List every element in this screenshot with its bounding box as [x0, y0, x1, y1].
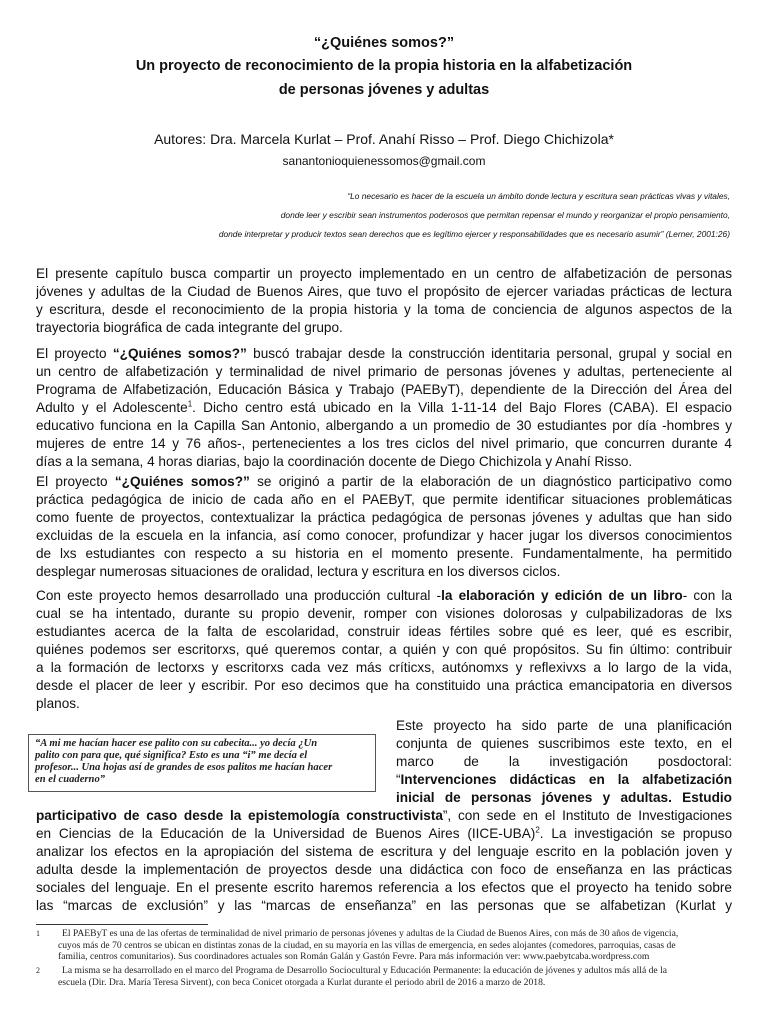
text-span: “	[396, 772, 401, 787]
research-title: participativo de caso desde la epistemología constructivista	[36, 808, 443, 823]
text-line: sociales del lenguaje. En el presente escrito haremos referencia a los efectos que el proyecto ha tenido sobre	[36, 880, 732, 895]
footnote-number: 1	[36, 929, 40, 938]
text-span: Adulto y el Adolescente	[36, 400, 188, 415]
authors-line: Autores: Dra. Marcela Kurlat – Prof. Anahí Risso – Prof. Diego Chichizola*	[154, 131, 614, 147]
text-span: El proyecto	[36, 474, 115, 489]
footnote-number: 2	[36, 966, 40, 975]
document-title: “¿Quiénes somos?”	[313, 35, 455, 51]
text-line: trayectoria biográfica de cada integrante del grupo.	[36, 320, 343, 335]
text-span: en Ciencias de la Educación de la Universidad de Buenos Aires (IICE-UBA)	[36, 826, 536, 841]
paragraph-research-context	[396, 717, 732, 807]
footnote-1	[36, 928, 732, 963]
footnote-text	[36, 965, 732, 988]
text-line: como fuente de proyectos, contextualizar la práctica pedagógica de personas jóvenes y adultas que han sido	[36, 510, 732, 525]
text-span: ”, con sede en el Instituto de Investigaciones	[442, 808, 732, 823]
student-quote-box	[28, 734, 376, 792]
text-line: excluidas de la escuela en la infancia, así como conocer, profundizar y hacer jugar los diversos conocimientos	[36, 528, 732, 543]
text-line: Programa de Alfabetización, Educación Básica y Trabajo (PAEByT), dependiente de la Dirección del Área del	[36, 382, 732, 397]
footnote-line: cuyos más de 70 centros se ubican en distintas zonas de la ciudad, en su mayoría en las villas de emergencia, en sedes alojantes (comedores, parroquias, casas de	[58, 939, 676, 951]
epigraph-line-3: donde interpretar y producir textos sean derechos que es legítimo ejercer y responsabilidades que es necesario asumir” (Lerner, 2001:26)	[218, 229, 730, 239]
text-line: estudiantes acerca de la falta de escolaridad, construir ideas fértiles sobre qué es leer, qué es escribir,	[36, 624, 732, 639]
quote-line: profesor... Una hojas así de grandes de esos palitos me hacían hacer	[35, 762, 333, 773]
text-span: . Dicho centro está ubicado en la Villa 1-11-14 del Bajo Flores (CABA). El espacio	[192, 400, 732, 415]
text-line	[396, 771, 732, 789]
contact-email[interactable]: sanantonioquienessomos@gmail.com	[282, 154, 486, 168]
text-line	[36, 399, 732, 417]
text-line	[36, 807, 732, 825]
text-line: El presente capítulo busca compartir un proyecto implementado en un centro de alfabetización de personas	[36, 266, 732, 281]
text-line: de lxs estudiantes con respecto a su historia en el momento presente. Fundamentalmente, ha permitido	[36, 546, 732, 561]
text-span: El proyecto	[36, 346, 113, 361]
text-line: planos.	[36, 696, 80, 711]
research-title: inicial de personas jóvenes y adultas. Estudio	[396, 790, 732, 805]
footnote-line: familia, centros comunitarios). Sus coordinadores actuales son Román Galán y Gastón Fevre. Para más información ver: www.paebytcaba.wordpress.com	[58, 951, 650, 962]
footnote-line: El PAEByT es una de las ofertas de terminalidad de nivel primario de personas jóvenes y adultas de la Ciudad de Buenos Aires, con más de 30 años de vigencia,	[62, 928, 679, 939]
text-line: a la formación de lectorxs y escritorxs cada vez más críticxs, autónomxs y reflexivxs a lo largo de la vida,	[36, 660, 732, 675]
text-line: adulta desde la implementación de proyectos desde una didáctica con foco de enseñanza en las prácticas	[36, 862, 732, 877]
paragraph-project-description	[36, 345, 732, 471]
paragraph-project-origin	[36, 473, 732, 581]
text-line: desde el placer de leer y escribir. Por eso decimos que ha constituido una práctica emancipatoria en diversos	[36, 678, 732, 693]
text-line: días a la semana, 4 horas diarias, bajo la coordinación docente de Diego Chichizola y Anahí Risso.	[36, 454, 633, 469]
footnote-divider	[36, 924, 208, 925]
text-line: cual se ha intentado, durante su propio devenir, romper con visiones dolorosas y culpabilizadoras de lxs	[36, 606, 732, 621]
text-line: marco de la investigación posdoctoral:	[396, 754, 732, 769]
text-line	[36, 825, 732, 843]
epigraph-line-1: “Lo necesario es hacer de la escuela un ámbito donde lectura y escritura sean prácticas vivas y vitales,	[347, 191, 730, 201]
project-name: “¿Quiénes somos?”	[114, 474, 250, 489]
text-span: buscó trabajar desde la construcción identitaria personal, grupal y social en	[246, 346, 732, 361]
text-line	[36, 587, 732, 605]
footnote-line: La misma se ha desarrollado en el marco del Programa de Desarrollo Sociocultural y Educación Permanente: la educación de jóvenes y adultos más allá de la	[62, 965, 667, 976]
text-line: las “marcas de exclusión” y las “marcas de enseñanza” en las personas que se alfabetizan (Kurlat y	[36, 898, 732, 913]
text-line	[36, 345, 732, 363]
text-line: jóvenes y adultas de la Ciudad de Buenos Aires, que tuvo el propósito de ejercer variadas prácticas de lectura	[36, 284, 732, 299]
research-title: Intervenciones didácticas en la alfabetización	[400, 772, 732, 787]
text-line: y escritura, desde el reconocimiento de la propia historia y la toma de conciencia de algunos aspectos de la	[36, 302, 732, 317]
text-line: educativo funciona en la Capilla San Antonio, albergando a un promedio de 30 estudiantes por día -hombres y	[36, 418, 732, 433]
highlight-text: la elaboración y edición de un libro	[441, 588, 683, 603]
quote-line: palito con para que, qué significa? Esto es una “i” me decía el	[35, 750, 308, 761]
text-line	[396, 789, 732, 807]
quote-line: en el cuaderno”	[35, 774, 106, 785]
document-subtitle-line-2: de personas jóvenes y adultas	[278, 82, 490, 98]
footnote-ref-2[interactable]: 2	[535, 825, 540, 835]
footnote-ref-1[interactable]: 1	[187, 399, 193, 409]
footnote-2	[36, 965, 732, 988]
text-line: conjunta de quienes suscribimos este texto, en el	[396, 736, 732, 751]
text-line	[36, 473, 732, 491]
project-name: “¿Quiénes somos?”	[112, 346, 247, 361]
text-line: práctica pedagógica de inicio de cada año en el PAEByT, que permite identificar situaciones problemáticas	[36, 492, 732, 507]
paragraph-research-continuation	[36, 807, 732, 915]
text-line: mujeres de entre 14 y 76 años-, pertenecientes a los tres ciclos del nivel primario, que concurren durante 4	[36, 436, 732, 451]
text-line: desplegar numerosas situaciones de oralidad, lectura y escritura en los diversos ciclos.	[36, 564, 561, 579]
document-subtitle-line-1: Un proyecto de reconocimiento de la propia historia en la alfabetización	[135, 58, 633, 74]
paragraph-cultural-production	[36, 587, 732, 713]
footnote-line: escuela (Dir. Dra. María Teresa Sirvent), con beca Conicet otorgada a Kurlat durante el periodo abril de 2016 a marzo de 2018.	[58, 976, 546, 988]
paragraph-intro	[36, 265, 732, 337]
text-span: Con este proyecto hemos desarrollado una producción cultural -	[36, 588, 442, 603]
text-span: se originó a partir de la elaboración de un diagnóstico participativo como	[249, 474, 732, 489]
text-line: Este proyecto ha sido parte de una planificación	[396, 718, 732, 733]
text-span: - con la	[682, 588, 732, 603]
epigraph-line-2: donde leer y escribir sean instrumentos poderosos que permitan repensar el mundo y reorganizar el propio pensamiento,	[280, 210, 730, 220]
text-line: analizar los efectos en la apropiación del sistema de escritura y del lenguaje escrito en la población joven y	[36, 844, 732, 859]
text-span: . La investigación se propuso	[539, 826, 732, 841]
footnote-text	[36, 928, 732, 963]
quote-line: “A mi me hacían hacer ese palito con su cabecita... yo decía ¿Un	[35, 738, 318, 749]
text-line: quiénes podemos ser escritorxs, qué queremos contar, a quién y con qué propósitos. Su fin último: contribuir	[36, 642, 732, 657]
text-line: un centro de alfabetización y terminalidad de nivel primario de personas jóvenes y adultas, perteneciente al	[36, 364, 732, 379]
